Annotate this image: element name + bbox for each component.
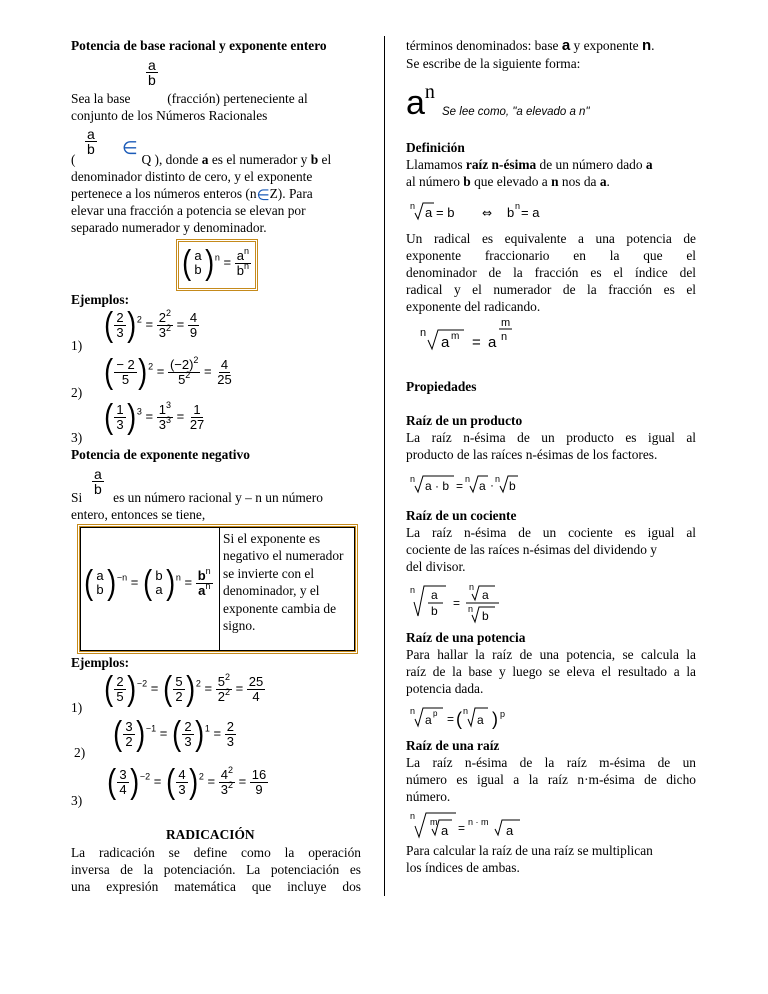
fn-rhs-a: a [198, 582, 206, 598]
coc-line-2: cociente de las raíces n-ésimas del dividendo y [406, 542, 657, 557]
q-symbol: Q [141, 152, 152, 167]
intro-line-2: conjunto de los Números Racionales [71, 108, 268, 123]
heading-raiz-cociente: Raíz de un cociente [406, 508, 517, 523]
p3a: pertenece a los números enteros (n [71, 186, 257, 201]
p1-mid: es el numerador y [211, 152, 308, 167]
def-n: n [515, 201, 521, 211]
heading-raiz-potencia: Raíz de una potencia [406, 630, 526, 645]
lhs-num: 3 [125, 718, 133, 734]
equiv-line-2: exponente fraccionario en la que el [406, 248, 696, 263]
mid-num: 5 [175, 673, 183, 689]
heading-potencia-base-racional: Potencia de base racional y exponente entero [71, 38, 327, 53]
res-num: 2 [226, 718, 234, 734]
def-line-2 [406, 174, 610, 190]
f1-rhs-den: $b^n$ [236, 260, 249, 278]
frac-num: a [148, 57, 156, 73]
formula-raiz-producto [410, 473, 540, 495]
mid-exp: 1 [204, 723, 210, 734]
pot-line-2: raíz de la base y luego se eleva el resultado a la [406, 664, 696, 679]
r1a: términos denominados: base [406, 38, 559, 53]
right-line-1 [406, 38, 696, 54]
example-label: 2) [74, 745, 86, 760]
heading-exponente-negativo: Potencia de exponente negativo [71, 447, 250, 462]
rr-eq: = [458, 821, 466, 835]
open-paren: ( [71, 152, 76, 167]
pt-p2: p [500, 709, 506, 719]
def-1d: a [645, 157, 653, 172]
base-num: 2 [116, 309, 124, 325]
neg-line-2: entero, entonces se tiene, [71, 507, 206, 522]
intro-line-1 [71, 91, 308, 107]
big-a-power [406, 72, 435, 123]
r1-num-exp: 2 [224, 671, 230, 682]
pt-a: a [425, 713, 432, 727]
pot-line-3: potencia dada. [406, 681, 484, 696]
paragraph-line-2: denominador distinto de cero, y el exponente [71, 169, 313, 184]
def-2d: n [551, 174, 559, 189]
res-den: 3 [226, 733, 234, 749]
mid-num-exp: 2 [193, 354, 199, 365]
res-num: 1 [193, 401, 201, 417]
mid-den: 3 [178, 781, 186, 797]
def-2e: nos da [561, 174, 597, 189]
p-ab: a · b [425, 479, 450, 493]
exp: 2 [136, 314, 142, 325]
c-a: a [431, 588, 438, 602]
big-a: a [406, 84, 425, 122]
r1-num: 5 [217, 673, 225, 689]
pt-a2: a [477, 713, 484, 727]
rr-line-1: La raíz n-ésima de la raíz m-ésima de un [406, 755, 696, 770]
res-num: 4 [220, 356, 229, 372]
def-line-1 [406, 157, 653, 173]
mid-num-exp: 3 [165, 399, 171, 410]
mid-den-exp: 3 [165, 414, 171, 425]
eq-m: m [451, 331, 460, 342]
equiv-line-5: exponente del radicando. [406, 299, 541, 314]
res-den: 9 [189, 324, 198, 340]
c-n3: n [468, 604, 474, 614]
equiv-line-1: Un radical es equivalente a una potencia de [406, 231, 696, 246]
r1b: y exponente [573, 38, 639, 53]
pot-line-1: Para hallar la raíz de una potencia, se calcula la [406, 647, 696, 662]
rr-line-4: Para calcular la raíz de una raíz se multiplican [406, 843, 653, 858]
lhs-exp: −2 [139, 771, 151, 782]
base-num: − 2 [116, 356, 135, 372]
formula-definition [410, 200, 550, 222]
rr-m: m [430, 817, 438, 827]
example-formula-negative: ( $\frac{3}{4}$ )$^{-2}$ = ( $\frac{4}{3}$ )$^2$ = $\frac{4^2}{3^2}$ = $\frac{16}{9}$ [107, 763, 267, 801]
def-2a: al número [406, 174, 460, 189]
lhs-num: 2 [116, 673, 124, 689]
res-den: 25 [217, 371, 232, 387]
r1-num: 4 [220, 766, 228, 782]
lhs-exp: −2 [136, 678, 148, 689]
eq-base: a [441, 334, 450, 351]
heading-raiz-raiz: Raíz de una raíz [406, 738, 500, 753]
frac-den: b [148, 72, 156, 88]
frac-num: a [94, 466, 102, 482]
heading-radicacion: RADICACIÓN [166, 827, 255, 842]
formula-negative-exponent: ( a b )$^{-n}$ = ( b a )$^n$ = $\frac{b^n}{a^n}$ [84, 564, 211, 602]
res-num: 25 [248, 673, 264, 689]
eq-num-m: m [501, 317, 511, 329]
intro-a: Sea la base [71, 91, 131, 106]
p-eq: = [456, 479, 464, 493]
exp: 2 [148, 361, 154, 372]
eq-equals: = [472, 334, 481, 351]
base-den: 5 [121, 371, 130, 387]
big-n: n [424, 81, 435, 103]
element-of-icon: ∈ [122, 137, 138, 159]
p-a: a [479, 479, 486, 493]
equiv-line-3: denominador de la fracción es el índice del [406, 265, 696, 280]
radicacion-line-2: inversa de la potenciación. La potenciación es [71, 862, 361, 877]
mid-den-exp: 2 [165, 322, 171, 333]
fn-a2: a [155, 582, 163, 597]
r1-num-exp: 2 [227, 764, 233, 775]
c-a2: a [482, 588, 489, 602]
mid-den-exp: 2 [185, 369, 191, 380]
neg-b: es un número racional y – n un número [113, 490, 323, 505]
def-1b: raíz n-ésima [465, 157, 537, 172]
formula-radical-as-power [420, 316, 530, 354]
lhs-den: 2 [125, 733, 133, 749]
mid-den: 3 [158, 416, 166, 432]
mid-exp: 2 [198, 771, 204, 782]
def-1c: de un número dado [539, 157, 643, 172]
res-num: 4 [189, 309, 198, 325]
def-index: n [410, 201, 416, 211]
ejemplos-title-2: Ejemplos: [71, 655, 130, 670]
r1-den: 2 [217, 688, 225, 704]
pt-close-paren: ) [492, 709, 498, 729]
r1-den-exp: 2 [224, 686, 230, 697]
mid-num: 1 [158, 401, 166, 417]
exp: 3 [136, 406, 142, 417]
mid-den: 3 [184, 733, 192, 749]
radical-c1 [414, 586, 446, 616]
fn-rhs-b: b [197, 567, 206, 583]
example-formula: ( $\frac{2}{3}$ )$^2$ = $\frac{2^2}{3^2}$ = $\frac{4}{9}$ [104, 306, 198, 344]
heading-raiz-producto: Raíz de un producto [406, 413, 523, 428]
frac-num: a [87, 126, 95, 142]
pt-open-paren: ( [456, 709, 462, 729]
pt-n2: n [463, 706, 469, 716]
rr-n: n [410, 811, 416, 821]
element-of-icon-2: ∈ [256, 185, 270, 204]
intro-b: (fracción) perteneciente al [167, 91, 308, 106]
c-n2: n [469, 582, 475, 592]
f1-a: a [194, 248, 202, 263]
pt-eq: = [447, 712, 455, 726]
mid-den: 2 [175, 688, 183, 704]
formula-box-power-fraction [176, 239, 258, 291]
formula-cell [80, 527, 220, 651]
p1-bold-a: a [201, 152, 209, 167]
prod-line-1: La raíz n-ésima de un producto es igual al [406, 430, 696, 445]
example-formula-negative: ( $\frac{3}{2}$ )$^{-1}$ = ( $\frac{2}{3}$ )$^1$ = $\frac{2}{3}$ [113, 715, 234, 753]
formula-power-fraction: ( a b )$^n$ = $\frac{a^n}{b^n}$ [182, 244, 249, 282]
fn-b: b [96, 582, 104, 597]
lhs-den: 5 [116, 688, 124, 704]
mid-exp: 2 [195, 678, 201, 689]
rr-a: a [441, 823, 449, 838]
prod-line-2: producto de las raíces n-ésimas de los factores. [406, 447, 658, 462]
mid-num: 2 [158, 309, 166, 325]
lhs-exp: −1 [145, 723, 157, 734]
se-lee-como: Se lee como, "a elevado a n" [442, 106, 590, 118]
def-2b: b [463, 174, 471, 189]
frac-den: b [94, 481, 102, 497]
negative-exponent-note: Si el exponente es negativo el numerador se invierte con el denominador, y el exponente cambia de signo. [219, 527, 355, 651]
def-radicand: a [425, 205, 433, 220]
f1-eq: = [223, 254, 232, 270]
eq-den-n: n [501, 331, 508, 343]
example-label: 3) [71, 793, 83, 808]
lhs-den: 4 [119, 781, 127, 797]
def-1a: Llamamos [406, 157, 463, 172]
mid-num: 2 [184, 718, 192, 734]
example-formula: ( $\frac{- 2}{5}$ )$^2$ = $\frac{(-2)^2}{5^2}$ = $\frac{4}{25}$ [104, 353, 232, 391]
c-b: b [431, 604, 438, 618]
f1-b: b [194, 262, 202, 277]
c-n1: n [410, 585, 416, 595]
eq-rhs-base: a [488, 334, 497, 351]
lhs-num: 3 [119, 766, 127, 782]
r1-base: a [561, 37, 571, 54]
def-2c: que elevado a [474, 174, 548, 189]
frac-den: b [87, 141, 95, 157]
heading-definicion: Definición [406, 140, 465, 155]
example-formula-negative: ( $\frac{2}{5}$ )$^{-2}$ = ( $\frac{5}{2}$ )$^2$ = $\frac{5^2}{2^2}$ = $\frac{25}{4}$ [104, 670, 264, 708]
paragraph-line-4: elevar una fracción a potencia se elevan por [71, 203, 306, 218]
example-label: 1) [71, 700, 83, 715]
mid-num-exp: 2 [165, 307, 171, 318]
r1-den: 3 [220, 781, 228, 797]
def-2f: a [599, 174, 607, 189]
equiv-line-4: radical y el numerador de la fracción es el [406, 282, 696, 297]
res-den: 9 [255, 781, 263, 797]
example-formula: ( $\frac{1}{3}$ )$^3$ = $\frac{1^3}{3^3}$ = $\frac{1}{27}$ [104, 398, 205, 436]
fn-b2: b [155, 568, 163, 583]
rr-line-5: los índices de ambas. [406, 860, 520, 875]
example-label: 1) [71, 338, 83, 353]
coc-line-1: La raíz n-ésima de un cociente es igual al [406, 525, 696, 540]
eq-index: n [420, 327, 427, 339]
mid-num: 4 [178, 766, 186, 782]
p3b: Z). Para [269, 186, 313, 201]
radicacion-line-1: La radicación se define como la operación [71, 845, 361, 860]
rr-line-2: número es igual a la raíz n·m-ésima de dicho [406, 772, 696, 787]
formula-raiz-potencia [410, 705, 530, 729]
right-line-2: Se escribe de la siguiente forma: [406, 56, 581, 71]
formula-raiz-cociente [410, 582, 520, 626]
p1-end: el [321, 152, 332, 167]
c-eq: = [453, 596, 461, 610]
heading-propiedades: Propiedades [406, 379, 477, 394]
example-label: 2) [71, 385, 83, 400]
p-b: b [509, 479, 516, 493]
r1c: . [651, 38, 655, 53]
iff-symbol: ⇔ [482, 206, 493, 220]
def-eq-b: = b [436, 205, 455, 220]
fraction-a-b-intro [146, 58, 158, 87]
fn-a: a [96, 568, 104, 583]
rr-line-3: número. [406, 789, 451, 804]
rr-nm: n · m [468, 817, 489, 827]
pt-n1: n [410, 706, 416, 716]
p1-a: ), donde [154, 152, 199, 167]
mid-num: (−2) [169, 356, 194, 372]
def-eq-a: = a [521, 205, 540, 220]
radicacion-line-3: una expresión matemática que incluye dos [71, 879, 361, 894]
example-label: 3) [71, 430, 83, 445]
coc-line-3: del divisor. [406, 559, 466, 574]
res-den: 4 [252, 688, 260, 704]
column-divider [384, 36, 385, 896]
paragraph-line-5: separado numerador y denominador. [71, 220, 267, 235]
base-den: 3 [116, 416, 124, 432]
base-num: 1 [116, 401, 124, 417]
base-den: 3 [116, 324, 124, 340]
mid-den: 3 [158, 324, 166, 340]
paragraph-line-1 [71, 152, 331, 168]
neg-line-1 [71, 490, 323, 506]
r1-exp: n [641, 37, 652, 54]
res-num: 16 [251, 766, 267, 782]
f1-rhs-num: $a^n$ [236, 245, 249, 263]
formula-raiz-raiz [410, 810, 540, 840]
c-b2: b [482, 609, 489, 623]
p-dot: · [490, 478, 494, 492]
p1-bold-b: b [310, 152, 319, 167]
paragraph-line-3 [71, 186, 313, 203]
pt-p: p [433, 709, 438, 718]
p-n3: n [495, 474, 501, 484]
def-b: b [507, 205, 515, 220]
def-2g: . [606, 174, 610, 189]
p-n2: n [465, 474, 471, 484]
ejemplos-title-1: Ejemplos: [71, 292, 130, 307]
rr-a2: a [506, 823, 514, 838]
f1-n: n [214, 252, 220, 263]
mid-den: 5 [178, 371, 186, 387]
r1-den-exp: 2 [227, 779, 233, 790]
p-n1: n [410, 474, 416, 484]
neg-a: Si [71, 490, 83, 505]
res-den: 27 [189, 416, 205, 432]
